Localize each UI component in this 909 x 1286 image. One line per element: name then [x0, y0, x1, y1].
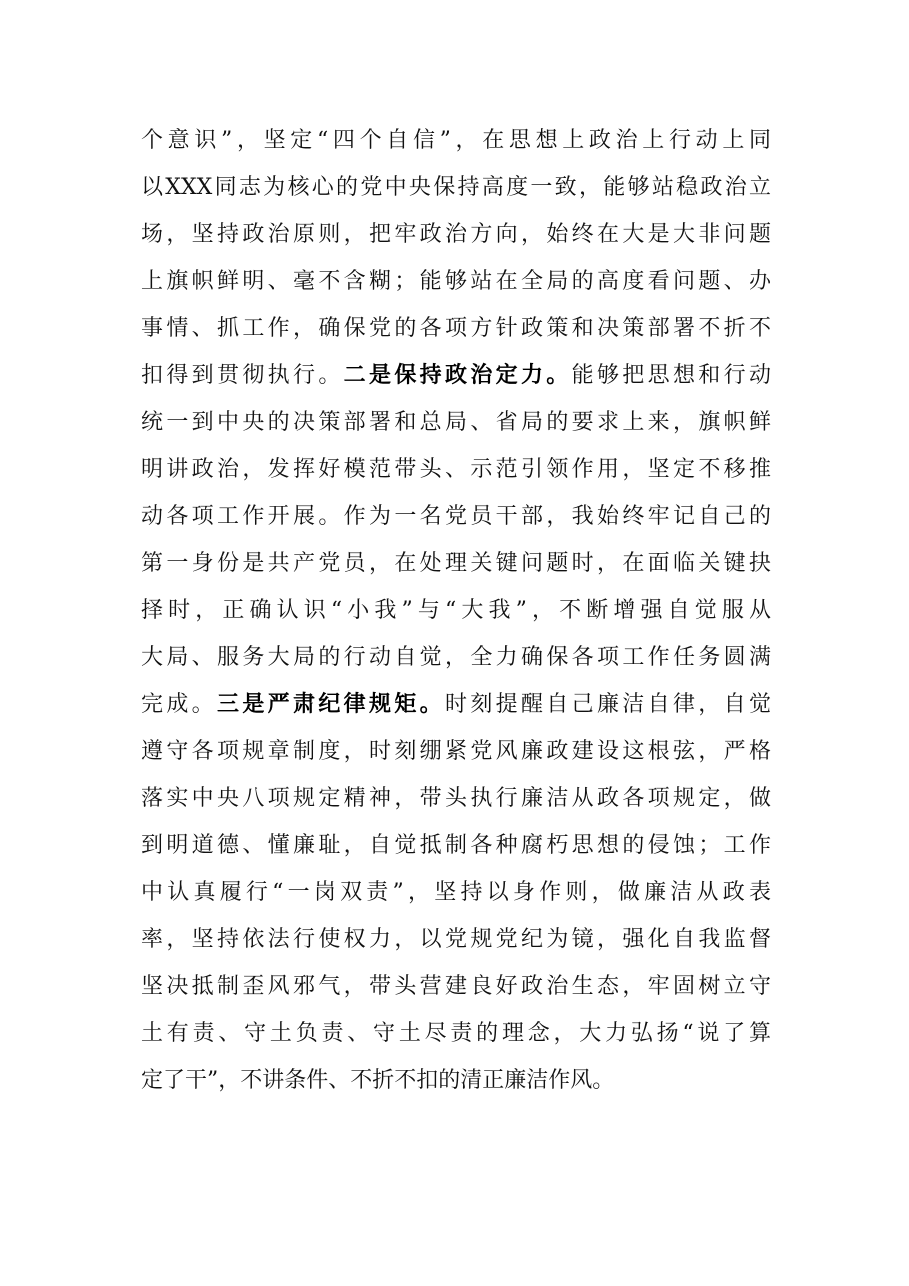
text-line — [141, 1010, 771, 1057]
text-line — [141, 634, 771, 681]
text-segment: 落实中央八项规定精神，带头执行廉洁从政各项规定，做 — [141, 786, 771, 811]
text-segment: 第一身份是共产党员，在处理关键问题时，在面临关键抉 — [141, 551, 771, 576]
text-segment: 上旗帜鲜明、毫不含糊；能够站在全局的高度看问题、办 — [141, 269, 771, 294]
text-segment: 个意识”，坚定“四个自信”，在思想上政治上行动上同 — [141, 128, 771, 153]
text-segment: 择时，正确认识“小我”与“大我”，不断增强自觉服从 — [141, 598, 771, 623]
text-line — [141, 916, 771, 963]
text-line — [141, 399, 771, 446]
text-segment: 定了干”，不讲条件、不折不扣的清正廉洁作风。 — [141, 1068, 615, 1093]
text-segment: 率，坚持依法行使权力，以党规党纪为镜，强化自我监督 — [141, 927, 771, 952]
text-segment: 以XXX同志为核心的党中央保持高度一致，能够站稳政治立 — [141, 175, 771, 200]
text-segment: 遵守各项规章制度，时刻绷紧党风廉政建设这根弦，严格 — [141, 739, 771, 764]
text-segment: 明讲政治，发挥好模范带头、示范引领作用，坚定不移推 — [141, 457, 771, 482]
text-line — [141, 211, 771, 258]
text-segment: 扣得到贯彻执行。 — [141, 363, 344, 388]
text-segment: 完成。 — [141, 692, 217, 717]
text-line — [141, 728, 771, 775]
text-line — [141, 822, 771, 869]
text-segment: 时刻提醒自己廉洁自律，自觉 — [444, 692, 771, 717]
text-line — [141, 963, 771, 1010]
text-segment: 大局、服务大局的行动自觉，全力确保各项工作任务圆满 — [141, 645, 771, 670]
text-line — [141, 352, 771, 399]
text-segment: 场，坚持政治原则，把牢政治方向，始终在大是大非问题 — [141, 222, 771, 247]
text-line — [141, 540, 771, 587]
bold-heading-phrase: 二是保持政治定力。 — [343, 362, 572, 388]
text-segment: 能够把思想和行动 — [571, 363, 771, 388]
text-segment: 动各项工作开展。作为一名党员干部，我始终牢记自己的 — [141, 504, 771, 529]
text-segment: 统一到中央的决策部署和总局、省局的要求上来，旗帜鲜 — [141, 410, 771, 435]
text-line — [141, 446, 771, 493]
text-segment: 到明道德、懂廉耻，自觉抵制各种腐朽思想的侵蚀；工作 — [141, 833, 771, 858]
text-line — [141, 305, 771, 352]
text-line — [141, 775, 771, 822]
text-segment: 坚决抵制歪风邪气，带头营建良好政治生态，牢固树立守 — [141, 974, 771, 999]
text-line — [141, 258, 771, 305]
text-segment: 土有责、守土负责、守土尽责的理念，大力弘扬“说了算 — [141, 1021, 771, 1046]
text-line — [141, 493, 771, 540]
text-segment: 中认真履行“一岗双责”，坚持以身作则，做廉洁从政表 — [141, 880, 771, 905]
text-line — [141, 869, 771, 916]
text-line — [141, 1057, 771, 1104]
text-line — [141, 587, 771, 634]
text-line — [141, 117, 771, 164]
text-line — [141, 681, 771, 728]
text-segment: 事情、抓工作，确保党的各项方针政策和决策部署不折不 — [141, 316, 771, 341]
bold-heading-phrase: 三是严肃纪律规矩。 — [217, 691, 445, 717]
text-line — [141, 164, 771, 211]
body-paragraph — [141, 117, 771, 1104]
